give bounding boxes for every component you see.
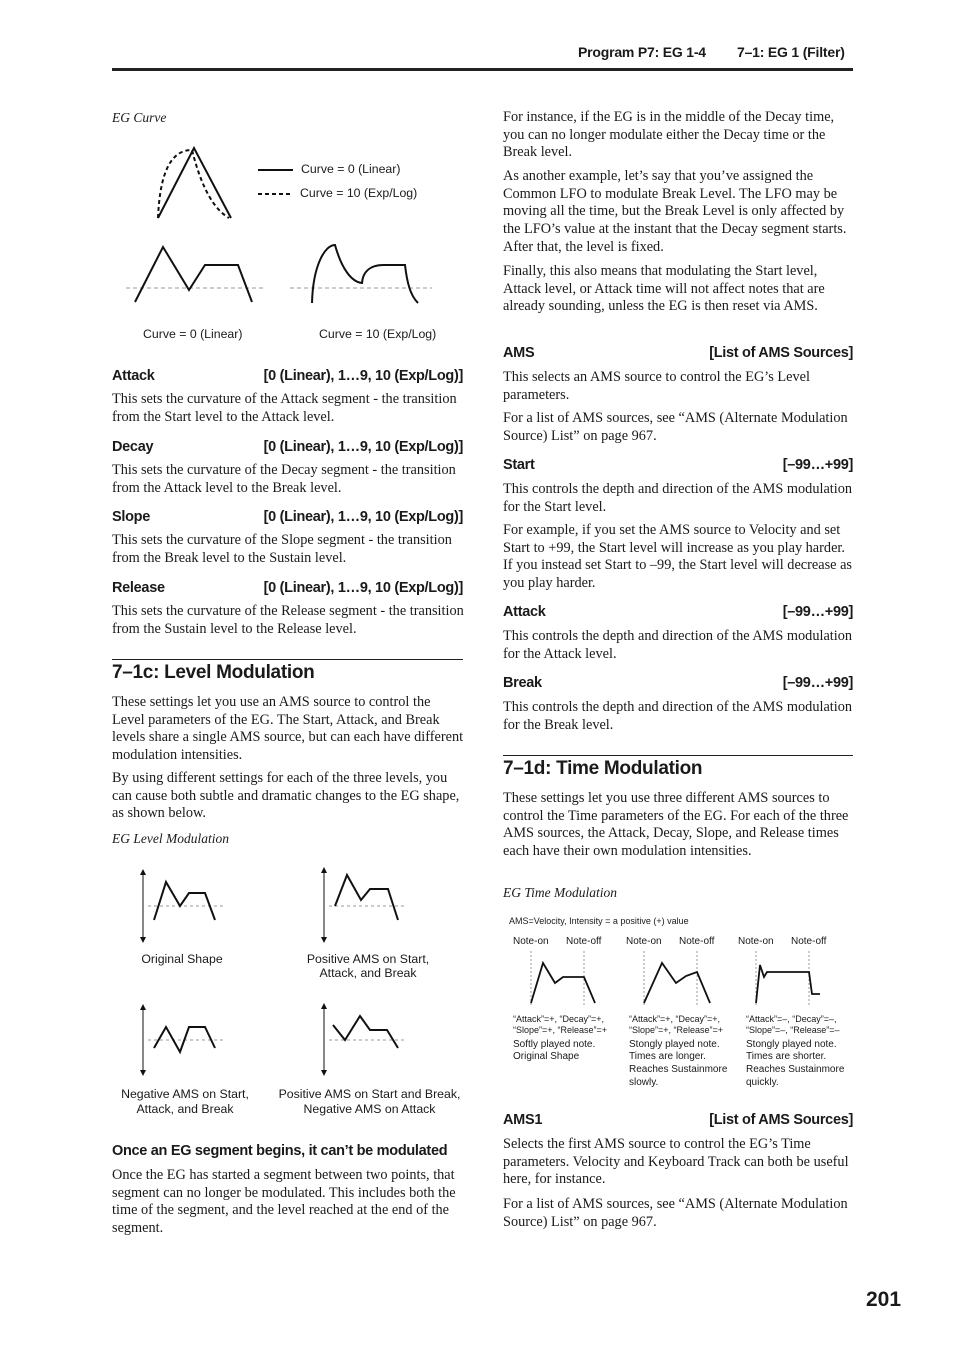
ams1-p2: For a list of AMS sources, see “AMS (Alternate Modulation Source) List” on page 967. bbox=[503, 1196, 848, 1230]
col3-desc-1: Stongly played note. bbox=[746, 1039, 837, 1050]
param-ams: AMS [List of AMS Sources] bbox=[503, 345, 853, 361]
p-finally: Finally, this also means that modulating the Start level, Attack level, or Attack time will not affect notes that are already sounding, unless the EG is then reset via AMS. bbox=[503, 263, 825, 315]
note-off-2: Note-off bbox=[679, 936, 715, 947]
level-mod-p1: These settings let you use an AMS source to control the Level parameters of the EG. The Start, Attack, and Break levels share a single AMS source, but can each have different modulation intensities. bbox=[112, 694, 464, 764]
note-off-1: Note-off bbox=[566, 936, 602, 947]
time-mod-caption: EG Time Modulation bbox=[503, 885, 617, 900]
col1-settings-a: “Attack”=+, “Decay”=+, bbox=[513, 1014, 605, 1024]
break-ams-p1: This controls the depth and direction of the AMS modulation for the Break level. bbox=[503, 699, 853, 733]
label-exp: Curve = 10 (Exp/Log) bbox=[319, 327, 437, 341]
level-mod-title: 7–1c: Level Modulation bbox=[112, 662, 315, 683]
level-mod-label-original: Original Shape bbox=[141, 952, 223, 966]
p-instance: For instance, if the EG is in the middle of the Decay time, you can no longer modulate either the Decay time or the Break level. bbox=[503, 109, 835, 161]
param-break-ams: Break [–99…+99] bbox=[503, 675, 853, 691]
level-mod-label-mixed-b: Negative AMS on Attack bbox=[303, 1102, 436, 1116]
eg-curve-caption: EG Curve bbox=[112, 110, 167, 125]
header-program: Program P7: EG 1-4 bbox=[578, 44, 706, 60]
ams-p2: For a list of AMS sources, see “AMS (Alternate Modulation Source) List” on page 967. bbox=[503, 410, 848, 444]
param-ams1: AMS1 [List of AMS Sources] bbox=[503, 1112, 853, 1128]
col2-settings-a: “Attack”=+, “Decay”=+, bbox=[629, 1014, 721, 1024]
header-section: 7–1: EG 1 (Filter) bbox=[737, 44, 845, 60]
once-heading: Once an EG segment begins, it can’t be modulated bbox=[112, 1143, 448, 1159]
once-paragraph: Once the EG has started a segment between two points, that segment can no longer be modulated. This includes both the time of the segment, and the level reached at the end of the segment. bbox=[112, 1167, 456, 1237]
start-p1: This controls the depth and direction of the AMS modulation for the Start level. bbox=[503, 481, 853, 515]
ams-p1: This selects an AMS source to control the EG’s Level parameters. bbox=[503, 369, 810, 403]
note-on-1: Note-on bbox=[513, 936, 549, 947]
time-mod-note: AMS=Velocity, Intensity = a positive (+) value bbox=[509, 916, 689, 926]
col2-desc-2: Times are longer. bbox=[629, 1051, 706, 1062]
col3-desc-2: Times are shorter. bbox=[746, 1051, 827, 1062]
start-p2: For example, if you set the AMS source to Velocity and set Start to +99, the Start level will increase as you play harder. If you instead set Start to –99, the Start level will decrease as you play harder. bbox=[503, 522, 852, 592]
col3-settings-a: “Attack”=–, “Decay”=–, bbox=[746, 1014, 837, 1024]
col1-settings-b: “Slope”=+, “Release”=+ bbox=[513, 1025, 608, 1035]
param-attack-ams: Attack [–99…+99] bbox=[503, 604, 853, 620]
time-mod-p1: These settings let you use three different AMS sources to control the Time parameters of the EG. For each of the three AMS sources, the Attack, Decay, Slope, and Release times each have their own modulation intensities. bbox=[503, 790, 849, 860]
level-mod-p2: By using different settings for each of the three levels, you can cause both subtle and dramatic changes to the EG shape, as shown below. bbox=[112, 770, 460, 822]
col3-settings-b: “Slope”=–, “Release”=– bbox=[746, 1025, 840, 1035]
level-mod-label-mixed-a: Positive AMS on Start and Break, bbox=[278, 1087, 461, 1101]
note-on-3: Note-on bbox=[738, 936, 774, 947]
legend-exp: Curve = 10 (Exp/Log) bbox=[300, 186, 418, 200]
note-on-2: Note-on bbox=[626, 936, 662, 947]
level-mod-label-positive-a: Positive AMS on Start, bbox=[306, 952, 430, 966]
col1-desc-2: Original Shape bbox=[513, 1051, 580, 1062]
time-mod-title: 7–1d: Time Modulation bbox=[503, 758, 703, 779]
level-mod-label-negative-a: Negative AMS on Start, bbox=[121, 1087, 249, 1101]
param-start: Start [–99…+99] bbox=[503, 457, 853, 473]
param-slope-curve: Slope [0 (Linear), 1…9, 10 (Exp/Log)] bbox=[112, 509, 463, 525]
desc-release-curve: This sets the curvature of the Release segment - the transition from the Sustain level to the Release level. bbox=[112, 603, 464, 637]
label-linear: Curve = 0 (Linear) bbox=[143, 327, 243, 341]
desc-slope-curve: This sets the curvature of the Slope segment - the transition from the Break level to the Sustain level. bbox=[112, 532, 452, 566]
ams1-p1: Selects the first AMS source to control the EG’s Time parameters. Velocity and Keyboard Track can both be useful here, for instance. bbox=[503, 1136, 849, 1188]
col2-desc-4: slowly. bbox=[629, 1077, 659, 1088]
desc-attack-curve: This sets the curvature of the Attack segment - the transition from the Start level to the Attack level. bbox=[112, 391, 457, 425]
col2-desc-1: Stongly played note. bbox=[629, 1039, 720, 1050]
level-mod-label-positive-b: Attack, and Break bbox=[319, 966, 417, 980]
param-release-curve: Release [0 (Linear), 1…9, 10 (Exp/Log)] bbox=[112, 580, 463, 596]
param-decay-curve: Decay [0 (Linear), 1…9, 10 (Exp/Log)] bbox=[112, 439, 463, 455]
legend-linear: Curve = 0 (Linear) bbox=[301, 162, 401, 176]
col3-desc-4: quickly. bbox=[746, 1077, 779, 1088]
note-off-3: Note-off bbox=[791, 936, 827, 947]
desc-decay-curve: This sets the curvature of the Decay segment - the transition from the Attack level to the Break level. bbox=[112, 462, 456, 496]
page-number: 201 bbox=[866, 1288, 902, 1311]
col3-desc-3: Reaches Sustainmore bbox=[746, 1064, 845, 1075]
attack-ams-p1: This controls the depth and direction of the AMS modulation for the Attack level. bbox=[503, 628, 853, 662]
level-mod-label-negative-b: Attack, and Break bbox=[136, 1102, 234, 1116]
col2-settings-b: “Slope”=+, “Release”=+ bbox=[629, 1025, 724, 1035]
p-another: As another example, let’s say that you’ve assigned the Common LFO to modulate Break Level. The LFO may be moving all the time, but the Break Level is only affected by the LFO’s value at the instant that the Decay segment starts. After that, the level is fixed. bbox=[503, 168, 847, 255]
level-mod-caption: EG Level Modulation bbox=[112, 831, 229, 846]
col1-desc-1: Softly played note. bbox=[513, 1039, 596, 1050]
param-attack-curve: Attack [0 (Linear), 1…9, 10 (Exp/Log)] bbox=[112, 368, 463, 384]
col2-desc-3: Reaches Sustainmore bbox=[629, 1064, 728, 1075]
